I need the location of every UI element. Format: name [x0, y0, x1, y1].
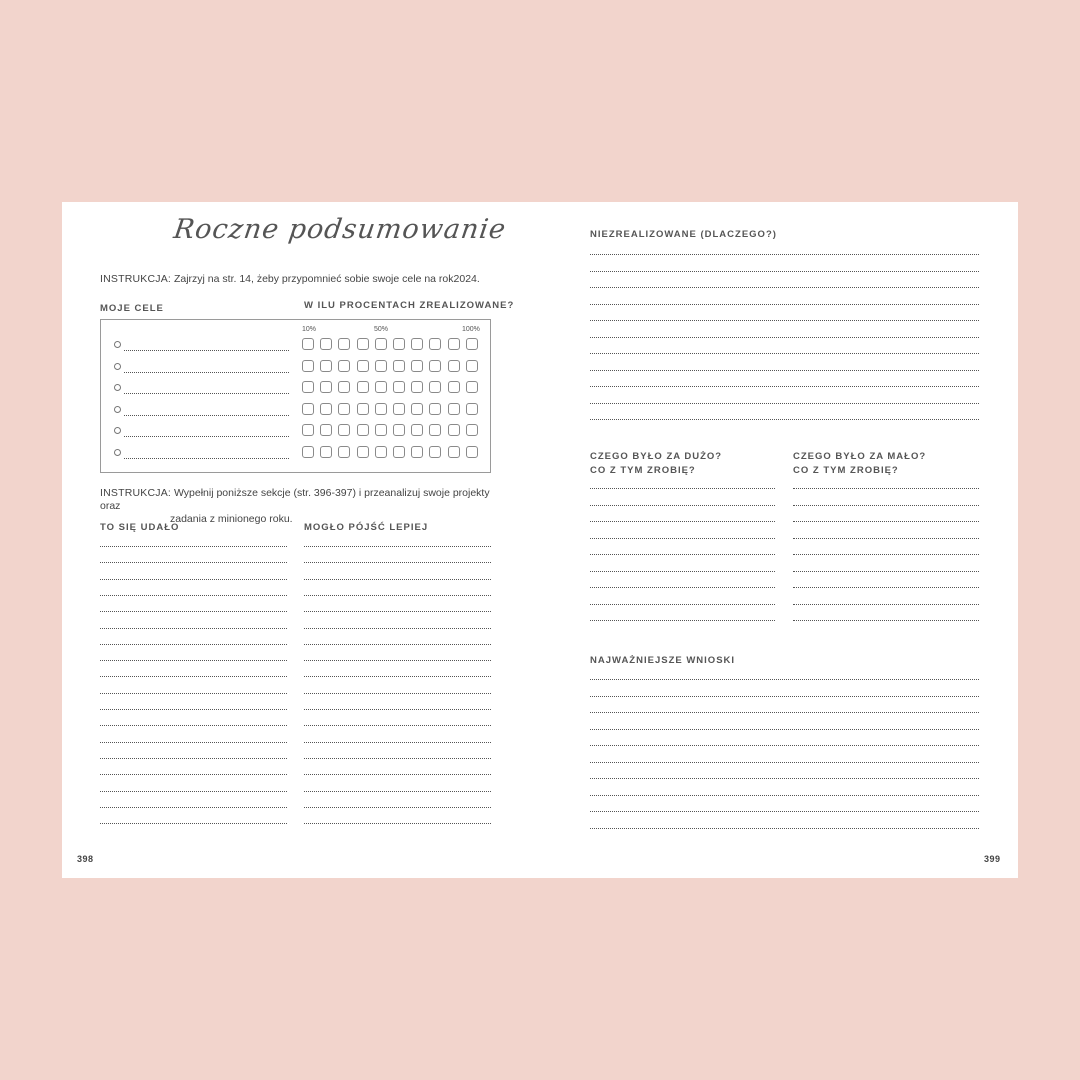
percent-checkbox[interactable]: [375, 381, 387, 393]
unrealized-line[interactable]: [590, 271, 979, 272]
too-little-line[interactable]: [793, 604, 979, 605]
percent-checkbox[interactable]: [466, 338, 478, 350]
conclusions-line[interactable]: [590, 712, 979, 713]
too-little-line[interactable]: [793, 521, 979, 522]
instruction-label: INSTRUKCJA:: [100, 273, 172, 285]
better-line[interactable]: [304, 823, 491, 824]
better-line[interactable]: [304, 693, 491, 694]
percent-checkbox[interactable]: [411, 381, 423, 393]
unrealized-line[interactable]: [590, 353, 979, 354]
unrealized-line[interactable]: [590, 386, 979, 387]
percent-checkbox[interactable]: [338, 424, 350, 436]
percent-checkbox[interactable]: [302, 338, 314, 350]
percent-checkbox[interactable]: [411, 338, 423, 350]
percent-checkbox[interactable]: [302, 381, 314, 393]
too-much-line[interactable]: [590, 554, 775, 555]
percent-checkbox[interactable]: [375, 424, 387, 436]
percent-checkbox[interactable]: [448, 360, 460, 372]
conclusions-line[interactable]: [590, 795, 979, 796]
success-line[interactable]: [100, 709, 287, 710]
goal-line[interactable]: [124, 393, 289, 394]
percent-checkbox[interactable]: [393, 360, 405, 372]
conclusions-line[interactable]: [590, 778, 979, 779]
percent-checkbox[interactable]: [393, 424, 405, 436]
too-little-line[interactable]: [793, 488, 979, 489]
percent-checkbox[interactable]: [393, 403, 405, 415]
instruction-label: INSTRUKCJA:: [100, 487, 172, 499]
success-line[interactable]: [100, 562, 287, 563]
conclusions-line[interactable]: [590, 679, 979, 680]
percent-checkbox[interactable]: [357, 338, 369, 350]
too-much-line[interactable]: [590, 505, 775, 506]
percent-checkbox[interactable]: [429, 338, 441, 350]
conclusions-line[interactable]: [590, 745, 979, 746]
goal-bullet: [114, 384, 121, 391]
better-line[interactable]: [304, 725, 491, 726]
success-line[interactable]: [100, 725, 287, 726]
percent-checkbox[interactable]: [357, 360, 369, 372]
too-much-line[interactable]: [590, 521, 775, 522]
goal-bullet: [114, 341, 121, 348]
goal-line[interactable]: [124, 415, 289, 416]
conclusions-line[interactable]: [590, 762, 979, 763]
success-line[interactable]: [100, 742, 287, 743]
better-header: MOGŁO PÓJŚĆ LEPIEJ: [304, 522, 429, 533]
goal-line[interactable]: [124, 458, 289, 459]
tick-50: 50%: [374, 326, 389, 333]
unrealized-line[interactable]: [590, 370, 979, 371]
percent-checkbox[interactable]: [429, 403, 441, 415]
percent-checkbox[interactable]: [411, 403, 423, 415]
percent-checkbox[interactable]: [393, 381, 405, 393]
percent-checkbox[interactable]: [357, 424, 369, 436]
conclusions-line[interactable]: [590, 828, 979, 829]
percent-checkbox[interactable]: [320, 381, 332, 393]
goal-line[interactable]: [124, 436, 289, 437]
percent-checkbox[interactable]: [448, 446, 460, 458]
too-much-line[interactable]: [590, 488, 775, 489]
better-line[interactable]: [304, 807, 491, 808]
better-line[interactable]: [304, 774, 491, 775]
conclusions-header: NAJWAŻNIEJSZE WNIOSKI: [590, 655, 736, 666]
percent-checkbox[interactable]: [338, 360, 350, 372]
success-line[interactable]: [100, 676, 287, 677]
success-line[interactable]: [100, 823, 287, 824]
too-much-line1: CZEGO BYŁO ZA DUŻO?: [590, 451, 723, 462]
percent-checkbox[interactable]: [429, 360, 441, 372]
percent-checkbox[interactable]: [357, 381, 369, 393]
percent-checkbox[interactable]: [338, 446, 350, 458]
goal-bullet: [114, 427, 121, 434]
better-line[interactable]: [304, 644, 491, 645]
percent-checkbox[interactable]: [448, 338, 460, 350]
too-little-line[interactable]: [793, 620, 979, 621]
better-line[interactable]: [304, 709, 491, 710]
percent-checkbox[interactable]: [302, 446, 314, 458]
percent-checkbox[interactable]: [411, 424, 423, 436]
percent-checkbox[interactable]: [466, 381, 478, 393]
percent-checkbox[interactable]: [411, 360, 423, 372]
percent-checkbox[interactable]: [375, 360, 387, 372]
too-little-line[interactable]: [793, 571, 979, 572]
better-line[interactable]: [304, 628, 491, 629]
success-line[interactable]: [100, 774, 287, 775]
success-line[interactable]: [100, 579, 287, 580]
goal-line[interactable]: [124, 350, 289, 351]
conclusions-line[interactable]: [590, 729, 979, 730]
percent-checkbox[interactable]: [429, 446, 441, 458]
goal-bullet: [114, 363, 121, 370]
better-line[interactable]: [304, 676, 491, 677]
notebook-spread: [62, 202, 1018, 878]
unrealized-line[interactable]: [590, 254, 979, 255]
too-much-line[interactable]: [590, 571, 775, 572]
better-line[interactable]: [304, 660, 491, 661]
too-little-header: [793, 450, 926, 478]
conclusions-line[interactable]: [590, 696, 979, 697]
success-line[interactable]: [100, 611, 287, 612]
percent-checkbox[interactable]: [375, 338, 387, 350]
better-line[interactable]: [304, 611, 491, 612]
percent-header: W ILU PROCENTACH ZREALIZOWANE?: [304, 300, 515, 311]
percent-checkbox[interactable]: [302, 403, 314, 415]
percent-checkbox[interactable]: [302, 360, 314, 372]
percent-checkbox[interactable]: [320, 446, 332, 458]
unrealized-line[interactable]: [590, 403, 979, 404]
success-line[interactable]: [100, 595, 287, 596]
better-line[interactable]: [304, 562, 491, 563]
success-header: TO SIĘ UDAŁO: [100, 522, 180, 533]
percent-checkbox[interactable]: [411, 446, 423, 458]
too-little-line[interactable]: [793, 505, 979, 506]
success-line[interactable]: [100, 758, 287, 759]
percent-checkbox[interactable]: [429, 381, 441, 393]
instruction-text-line1: Wypełnij poniższe sekcje (str. 396-397) i przeanalizuj swoje projekty oraz: [100, 487, 490, 512]
too-little-line1: CZEGO BYŁO ZA MAŁO?: [793, 451, 927, 462]
better-line[interactable]: [304, 791, 491, 792]
percent-checkbox[interactable]: [338, 403, 350, 415]
percent-checkbox[interactable]: [338, 338, 350, 350]
unrealized-line[interactable]: [590, 320, 979, 321]
percent-checkbox[interactable]: [448, 403, 460, 415]
better-line[interactable]: [304, 579, 491, 580]
success-line[interactable]: [100, 628, 287, 629]
page-number-right: 399: [984, 854, 1001, 864]
percent-checkbox[interactable]: [448, 381, 460, 393]
goals-header: MOJE CELE: [100, 303, 164, 314]
percent-checkbox[interactable]: [320, 338, 332, 350]
page-title: Roczne podsumowanie: [171, 214, 509, 245]
success-line[interactable]: [100, 791, 287, 792]
success-line[interactable]: [100, 644, 287, 645]
percent-checkbox[interactable]: [302, 424, 314, 436]
percent-checkbox[interactable]: [429, 424, 441, 436]
too-much-line[interactable]: [590, 620, 775, 621]
unrealized-line[interactable]: [590, 419, 979, 420]
instruction-text: Zajrzyj na str. 14, żeby przypomnieć sobie swoje cele na rok2024.: [173, 273, 480, 285]
page-number-left: 398: [77, 854, 94, 864]
tick-10: 10%: [302, 326, 317, 333]
better-line[interactable]: [304, 742, 491, 743]
percent-checkbox[interactable]: [466, 446, 478, 458]
percent-checkbox[interactable]: [393, 338, 405, 350]
goal-bullet: [114, 406, 121, 413]
percent-checkbox[interactable]: [357, 403, 369, 415]
percent-checkbox[interactable]: [448, 424, 460, 436]
success-line[interactable]: [100, 546, 287, 547]
success-line[interactable]: [100, 660, 287, 661]
better-line[interactable]: [304, 758, 491, 759]
too-much-line2: CO Z TYM ZROBIĘ?: [590, 465, 696, 476]
unrealized-line[interactable]: [590, 337, 979, 338]
too-much-line[interactable]: [590, 604, 775, 605]
unrealized-line[interactable]: [590, 304, 979, 305]
success-line[interactable]: [100, 693, 287, 694]
goal-line[interactable]: [124, 372, 289, 373]
too-little-line2: CO Z TYM ZROBIĘ?: [793, 465, 899, 476]
percent-checkbox[interactable]: [320, 424, 332, 436]
conclusions-line[interactable]: [590, 811, 979, 812]
instruction-1: [100, 273, 520, 286]
too-much-line[interactable]: [590, 538, 775, 539]
percent-checkbox[interactable]: [393, 446, 405, 458]
unrealized-header: NIEZREALIZOWANE (DLACZEGO?): [590, 229, 777, 240]
percent-checkbox[interactable]: [466, 360, 478, 372]
too-little-line[interactable]: [793, 554, 979, 555]
too-much-line[interactable]: [590, 587, 775, 588]
better-line[interactable]: [304, 595, 491, 596]
tick-100: 100%: [462, 326, 480, 333]
instruction-text-line2: zadania z minionego roku.: [170, 513, 293, 525]
too-much-header: [590, 450, 722, 478]
goal-bullet: [114, 449, 121, 456]
success-line[interactable]: [100, 807, 287, 808]
percent-checkbox[interactable]: [375, 446, 387, 458]
unrealized-line[interactable]: [590, 287, 979, 288]
percent-checkbox[interactable]: [466, 403, 478, 415]
too-little-line[interactable]: [793, 587, 979, 588]
percent-checkbox[interactable]: [320, 403, 332, 415]
percent-checkbox[interactable]: [338, 381, 350, 393]
percent-checkbox[interactable]: [466, 424, 478, 436]
percent-checkbox[interactable]: [375, 403, 387, 415]
percent-checkbox[interactable]: [357, 446, 369, 458]
percent-checkbox[interactable]: [320, 360, 332, 372]
better-line[interactable]: [304, 546, 491, 547]
too-little-line[interactable]: [793, 538, 979, 539]
